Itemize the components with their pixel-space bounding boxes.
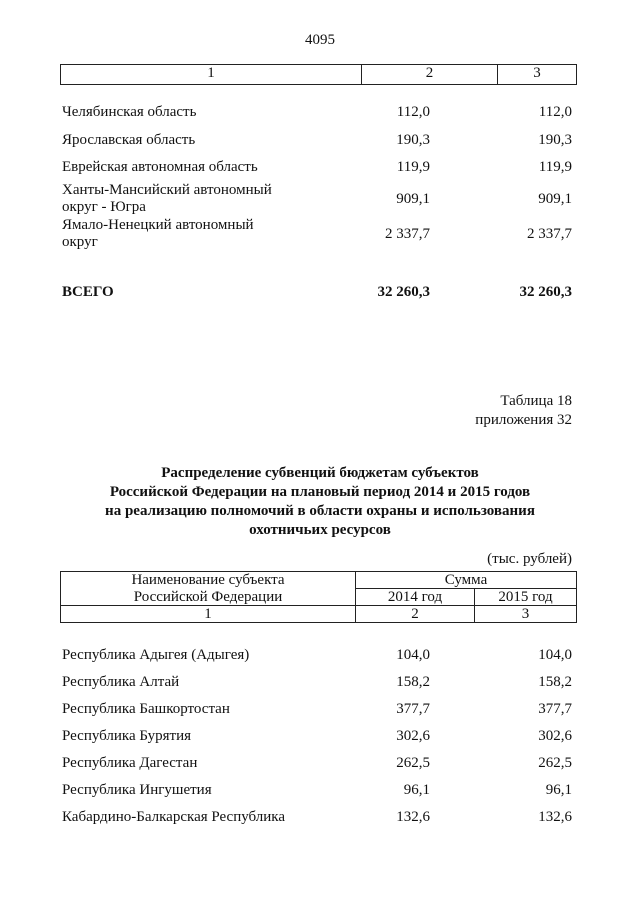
value-2014: 158,2 — [396, 674, 430, 690]
title-line: Распределение субвенций бюджетам субъектов — [161, 465, 479, 481]
region-name-line: Ханты-Мансийский автономный — [62, 182, 272, 198]
region-name-line: округ — [62, 234, 98, 250]
region-name: Кабардино-Балкарская Республика — [62, 809, 286, 825]
value-2014: 119,9 — [396, 159, 430, 175]
region-name: Республика Ингушетия — [62, 782, 212, 798]
value-2014: 96,1 — [403, 782, 430, 798]
value-2014: 190,3 — [396, 132, 430, 148]
column-number-1: 1 — [204, 606, 212, 622]
value-2014: 262,5 — [396, 755, 430, 771]
value-2015: 2 337,7 — [527, 226, 572, 242]
appendix-number: приложения 32 — [475, 412, 572, 428]
header-name-line: Наименование субъекта — [131, 572, 285, 588]
value-2015: 190,3 — [538, 132, 572, 148]
value-2015: 119,9 — [538, 159, 572, 175]
value-2014: 909,1 — [396, 191, 430, 207]
region-name: Республика Дагестан — [62, 755, 198, 771]
value-2015: 132,6 — [538, 809, 572, 825]
total-2015: 32 260,3 — [519, 284, 572, 300]
region-name: Ярославская область — [62, 132, 196, 148]
region-name-line: округ - Югра — [62, 199, 146, 215]
value-2015: 377,7 — [538, 701, 572, 717]
value-2014: 2 337,7 — [385, 226, 430, 242]
value-2014: 112,0 — [396, 104, 430, 120]
header-name-line: Российской Федерации — [133, 589, 283, 605]
header-year-2015: 2015 год — [498, 589, 553, 605]
value-2014: 132,6 — [396, 809, 430, 825]
region-name: Республика Башкортостан — [62, 701, 230, 717]
region-name: Республика Адыгея (Адыгея) — [62, 647, 250, 663]
total-label: ВСЕГО — [62, 284, 114, 300]
region-name — [62, 217, 254, 251]
region-name: Еврейская автономная область — [62, 159, 258, 175]
bottom-table-header — [60, 571, 577, 623]
title-line: на реализацию полномочий в области охраны и использования — [105, 503, 535, 519]
value-2015: 262,5 — [538, 755, 572, 771]
value-2014: 377,7 — [396, 701, 430, 717]
page-number: 4095 — [305, 32, 335, 48]
value-2015: 112,0 — [538, 104, 572, 120]
value-2015: 96,1 — [545, 782, 572, 798]
column-number-1: 1 — [61, 65, 362, 84]
value-2015: 104,0 — [538, 647, 572, 663]
title-line: Российской Федерации на плановый период 2014 и 2015 годов — [109, 484, 531, 500]
column-number-2: 2 — [362, 65, 498, 84]
value-2015: 158,2 — [538, 674, 572, 690]
region-name: Челябинская область — [62, 104, 197, 120]
document-title — [0, 464, 640, 540]
table-reference — [475, 392, 572, 430]
column-number-3: 3 — [533, 65, 541, 81]
value-2014: 302,6 — [396, 728, 430, 744]
unit-label: (тыс. рублей) — [487, 551, 572, 567]
region-name: Республика Алтай — [62, 674, 180, 690]
title-line: охотничьих ресурсов — [249, 522, 391, 538]
value-2015: 302,6 — [538, 728, 572, 744]
total-2014: 32 260,3 — [377, 284, 430, 300]
column-number-2: 2 — [411, 606, 419, 622]
header-sum: Сумма — [444, 572, 488, 588]
value-2014: 104,0 — [396, 647, 430, 663]
header-region-name — [61, 572, 355, 606]
table-number: Таблица 18 — [500, 393, 572, 409]
region-name-line: Ямало-Ненецкий автономный — [62, 217, 254, 233]
value-2015: 909,1 — [538, 191, 572, 207]
region-name — [62, 182, 272, 216]
region-name: Республика Бурятия — [62, 728, 192, 744]
top-table-header — [60, 64, 577, 85]
column-number-3: 3 — [521, 606, 530, 622]
header-year-2014: 2014 год — [387, 589, 443, 605]
